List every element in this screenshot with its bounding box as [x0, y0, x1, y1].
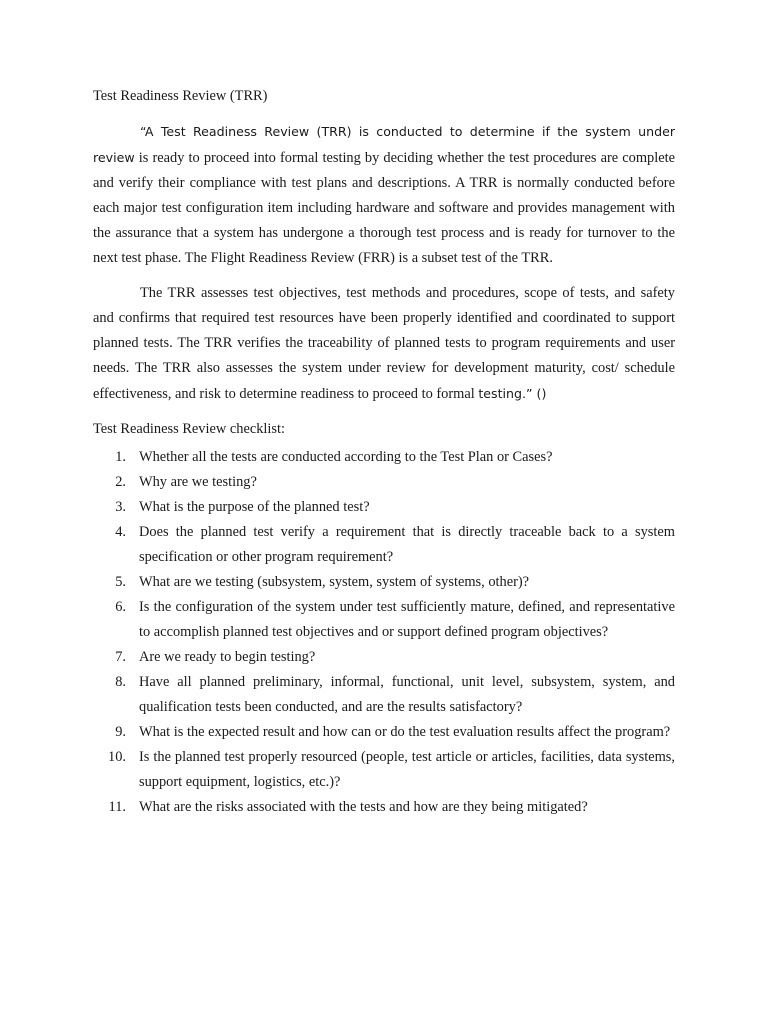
checklist-item [93, 570, 675, 595]
checklist-item-text: Is the configuration of the system under test sufficiently mature, defined, and representative to accomplish planned test objectives and or support defined program objectives? [139, 599, 675, 640]
checklist-item-text: What are the risks associated with the tests and how are they being mitigated? [139, 799, 588, 815]
checklist-item-text: Is the planned test properly resourced (people, test article or articles, facilities, data systems, support equipment, logistics, etc.)? [139, 749, 675, 790]
paragraph-lead-text: “A Test Readiness Review (TRR) is conducted to determine if the system under review [93, 124, 675, 165]
checklist-item-number: 11. [108, 799, 126, 815]
checklist-item-number: 7. [115, 649, 126, 665]
checklist-item-text: Have all planned preliminary, informal, functional, unit level, subsystem, system, and qualification tests been conducted, and are the results satisfactory? [139, 674, 675, 715]
document-heading: Test Readiness Review (TRR) [93, 88, 268, 104]
checklist-item [93, 520, 675, 570]
checklist-item-text: What are we testing (subsystem, system, system of systems, other)? [139, 574, 530, 590]
checklist-item-text: Does the planned test verify a requirement that is directly traceable back to a system specification or other program requirement? [139, 524, 675, 565]
checklist-item [93, 470, 675, 495]
checklist-item [93, 595, 675, 645]
checklist-item-number: 10. [108, 749, 126, 765]
checklist-item-text: What is the expected result and how can or do the test evaluation results affect the program? [139, 724, 671, 740]
paragraph-body-text: is ready to proceed into formal testing by deciding whether the test procedures are complete and verify their compliance with test plans and descriptions. A TRR is normally conducted before each major test configuration item including hardware and software and provides management with the assurance that a system has undergone a thorough test process and is ready for turnover to the next test phase. The Flight Readiness Review (FRR) is a subset test of the TRR. [93, 150, 675, 266]
checklist-item-text: Whether all the tests are conducted according to the Test Plan or Cases? [139, 449, 553, 465]
checklist-item [93, 670, 675, 720]
checklist-title: Test Readiness Review checklist: [93, 421, 286, 437]
checklist-item-text: What is the purpose of the planned test? [139, 499, 370, 515]
checklist-item [93, 495, 675, 520]
checklist-item [93, 445, 675, 470]
checklist-item [93, 795, 675, 820]
checklist [93, 445, 675, 820]
checklist-item-number: 2. [115, 474, 126, 490]
checklist-item-number: 9. [115, 724, 126, 740]
checklist-item-number: 4. [115, 524, 126, 540]
checklist-item-number: 3. [115, 499, 126, 515]
checklist-item [93, 720, 675, 745]
checklist-item-number: 8. [115, 674, 126, 690]
checklist-item-text: Are we ready to begin testing? [139, 649, 316, 665]
paragraph-trr-assessment [93, 281, 675, 407]
checklist-item-number: 5. [115, 574, 126, 590]
checklist-item [93, 745, 675, 795]
paragraph-trr-definition [93, 119, 675, 271]
paragraph-citation-text: testing.” () [478, 386, 547, 401]
checklist-item-number: 1. [115, 449, 126, 465]
checklist-item [93, 645, 675, 670]
checklist-item-number: 6. [115, 599, 126, 615]
paragraph-body-text: The TRR assesses test objectives, test methods and procedures, scope of tests, and safety and confirms that required test resources have been properly identified and coordinated to support planned tests. The TRR verifies the traceability of planned tests to program requirements and user needs. The TRR also assesses the system under review for development maturity, cost/ schedule effectiveness, and risk to determine readiness to proceed to formal [93, 285, 675, 402]
checklist-item-text: Why are we testing? [139, 474, 257, 490]
document-page [93, 84, 675, 820]
